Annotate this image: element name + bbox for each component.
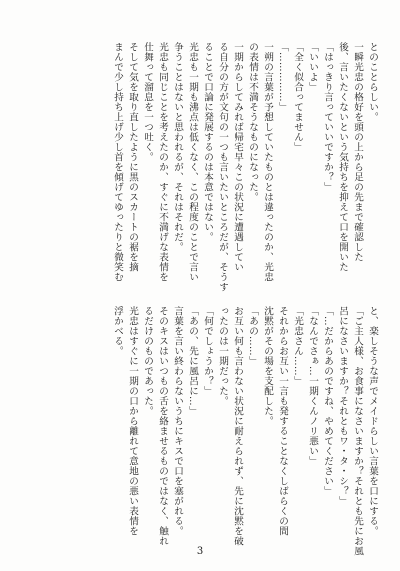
- text-line: 「全く似合ってません」: [292, 42, 303, 152]
- text-line: 光忠はすぐに一期の口から離れて意地の悪い表情を: [127, 306, 138, 536]
- text-line: 仕舞って溜息を一つ吐く。: [142, 42, 153, 162]
- text-line: お互い何も言わない状況に耐えられず、先に沈黙を破: [232, 306, 243, 546]
- text-line: るだけのものであった。: [142, 306, 153, 416]
- text-line: 「あの……」: [247, 306, 258, 366]
- text-line: の表情は不満そうなものになった。: [247, 42, 258, 202]
- text-line: 「はっきり言っていいですか？」: [322, 42, 333, 192]
- text-line: 「光忠さん……」: [292, 306, 303, 386]
- text-line: まんで少し持ち上げ少し首を傾げてゆったりと微笑む: [112, 42, 123, 282]
- text-line: それからお互い一言も発することなくしばらくの間: [277, 306, 288, 536]
- text-line: 「あの、先に風呂に…」: [187, 306, 198, 416]
- text-line: 光忠も一期も沸点は低くなく、この程度のことで言い: [187, 42, 198, 282]
- text-line: 「なんでさぁ…一期くんノリ悪い」: [307, 306, 318, 466]
- lower-text-block: [40, 306, 380, 556]
- text-line: 後、言いたくないという気持ちを抑えて口を開いた: [337, 42, 348, 272]
- text-line: 「……………」: [277, 42, 288, 112]
- text-line: 「…だからあのですね、やめてください」: [322, 306, 333, 496]
- text-line: とのことらしい。: [367, 42, 378, 122]
- text-line: 光忠も同じことを考えたのか、すぐに不満げな表情を: [157, 42, 168, 282]
- text-line: 一朔の言葉が予想していたものとは違ったのか、光忠: [262, 42, 273, 282]
- text-line: 「ご主人様、お食事になさいますか？それとも先にお風: [352, 306, 363, 556]
- text-line: 「いいよ」: [307, 42, 318, 92]
- text-line: 沈黙がその場を支配した。: [262, 306, 273, 426]
- upper-text-block: [40, 42, 380, 294]
- page-number: 3: [196, 546, 204, 557]
- text-line: る自分の方が文句の一つも言いたいところだが、そうす: [217, 42, 228, 292]
- text-line: ったのは一期だった。: [217, 306, 228, 406]
- text-line: 一期からしてみれば帰宅早々この状況に遭遇してい: [232, 42, 243, 272]
- text-line: と、楽しそうな声でメイドらしい言葉を口にする。: [367, 306, 378, 536]
- text-line: 浮かべる。: [112, 306, 123, 356]
- text-line: 争うことはないと思われるが、それはそれだ。: [172, 42, 183, 252]
- text-line: 「何でしょうか？」: [202, 306, 213, 396]
- text-line: そして気を取り直したように黒のスカートの裾を摘: [127, 42, 138, 272]
- text-line: 呂になさいますか？それともワ・タ・シ？」: [337, 306, 348, 506]
- text-line: 一瞬光忠の格好を頭の上から足の先まで確認した: [352, 42, 363, 262]
- text-line: 言葉を言い終わらないうちにキスで口を塞がれる。: [172, 306, 183, 536]
- text-line: そのキスはいつもの舌を絡ませるものではなく、触れ: [157, 306, 168, 546]
- text-line: ることで口論に発展するのは本意ではない。: [202, 42, 213, 242]
